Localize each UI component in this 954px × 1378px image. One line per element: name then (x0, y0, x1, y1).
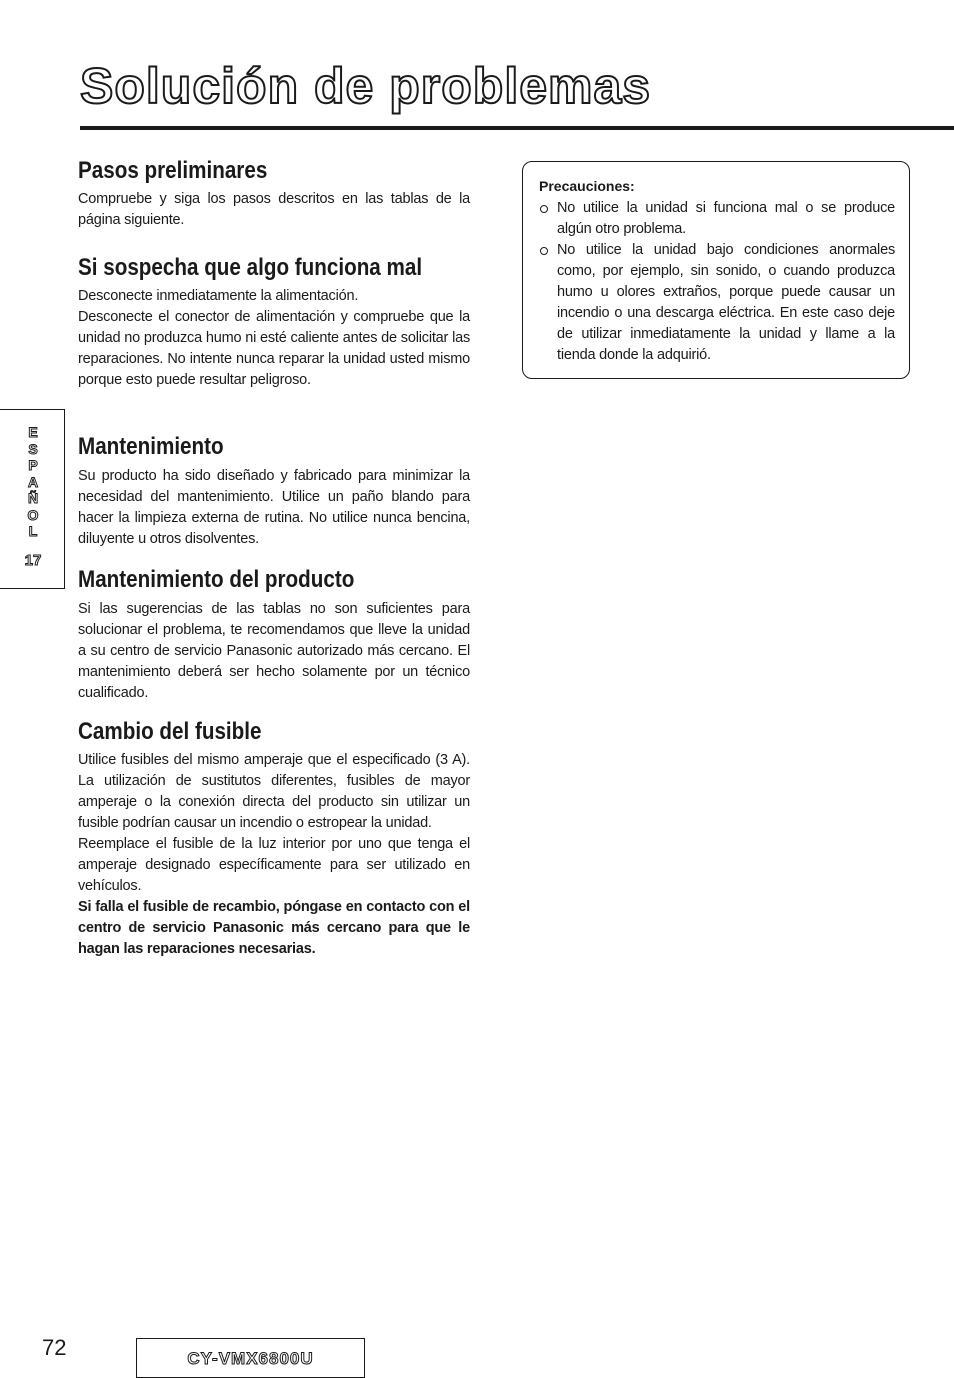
list-item-text: No utilice la unidad bajo condiciones anormales como, por ejemplo, sin sonido, o cuando produzca humo u olores extraños, porque puede causar un incendio o una descarga eléctrica. En este caso deje de utilizar inmediatamente la unidad y llame a la tienda donde la adquirió. (557, 242, 895, 363)
section-text: Desconecte inmediatamente la alimentación. (78, 288, 359, 304)
section-mantenimiento (78, 433, 470, 550)
section-heading: Si sospecha que algo funciona mal (78, 254, 423, 281)
precauciones-list (539, 198, 895, 366)
precauciones-box (522, 161, 910, 379)
model-box (136, 1338, 365, 1378)
section-si-sospecha (78, 254, 470, 391)
language-letter: Ñ (27, 490, 39, 506)
language-letter: S (28, 440, 38, 457)
page-number: 72 (42, 1335, 67, 1360)
list-item (539, 240, 895, 366)
section-heading: Mantenimiento del producto (78, 566, 355, 593)
precauciones-title: Precauciones: (539, 178, 635, 194)
section-text: Compruebe y siga los pasos descritos en las tablas de la página siguiente. (78, 191, 470, 228)
section-heading: Pasos preliminares (78, 157, 268, 184)
bullet-circle-icon (540, 247, 548, 255)
bullet-circle-icon (540, 205, 548, 213)
model-name: CY-VMX6800U (187, 1349, 314, 1368)
language-letter: L (28, 523, 38, 539)
language-letter: O (27, 506, 39, 523)
section-heading: Mantenimiento (78, 433, 224, 460)
section-mantenimiento-producto (78, 566, 470, 704)
language-side-tab (0, 409, 65, 589)
section-cambio-fusible (78, 718, 470, 960)
section-text: Reemplace el fusible de la luz interior por uno que tenga el amperaje designado específicamente para ser utilizado en vehículos. (78, 836, 470, 894)
section-text: Su producto ha sido diseñado y fabricado para minimizar la necesidad del mantenimiento. Utilice un paño blando para hacer la limpieza externa de rutina. No utilice nunca bencina, diluyente u otros disolventes. (78, 468, 470, 547)
section-warning-text: Si falla el fusible de recambio, póngase en contacto con el centro de servicio Panasonic más cercano para que le hagan las reparaciones necesarias. (78, 899, 470, 957)
section-page-number: 17 (24, 552, 42, 569)
list-item (539, 198, 895, 240)
title-rule (80, 126, 954, 130)
section-text: Desconecte el conector de alimentación y compruebe que la unidad no produzca humo ni esté caliente antes de solicitar las reparaciones. No intente nunca reparar la unidad usted mismo porque esto puede resultar peligroso. (78, 309, 470, 388)
section-text: Si las sugerencias de las tablas no son suficientes para solucionar el problema, te recomendamos que lleve la unidad a su centro de servicio Panasonic autorizado más cercano. El mantenimiento deberá ser hecho solamente por un técnico cualificado. (78, 601, 470, 701)
language-letter: E (28, 424, 38, 440)
language-letters (22, 424, 44, 540)
language-letter: A (27, 473, 39, 490)
section-pasos-preliminares (78, 157, 470, 231)
list-item-text: No utilice la unidad si funciona mal o se produce algún otro problema. (557, 200, 895, 237)
section-text: Utilice fusibles del mismo amperaje que el especificado (3 A). La utilización de sustitutos diferentes, fusibles de mayor amperaje o la conexión directa del producto sin utilizar un fusible podrían causar un incendio o estropear la unidad. (78, 752, 470, 831)
page-title: Solución de problemas (80, 58, 652, 114)
language-letter: P (28, 457, 38, 473)
section-heading: Cambio del fusible (78, 718, 262, 745)
